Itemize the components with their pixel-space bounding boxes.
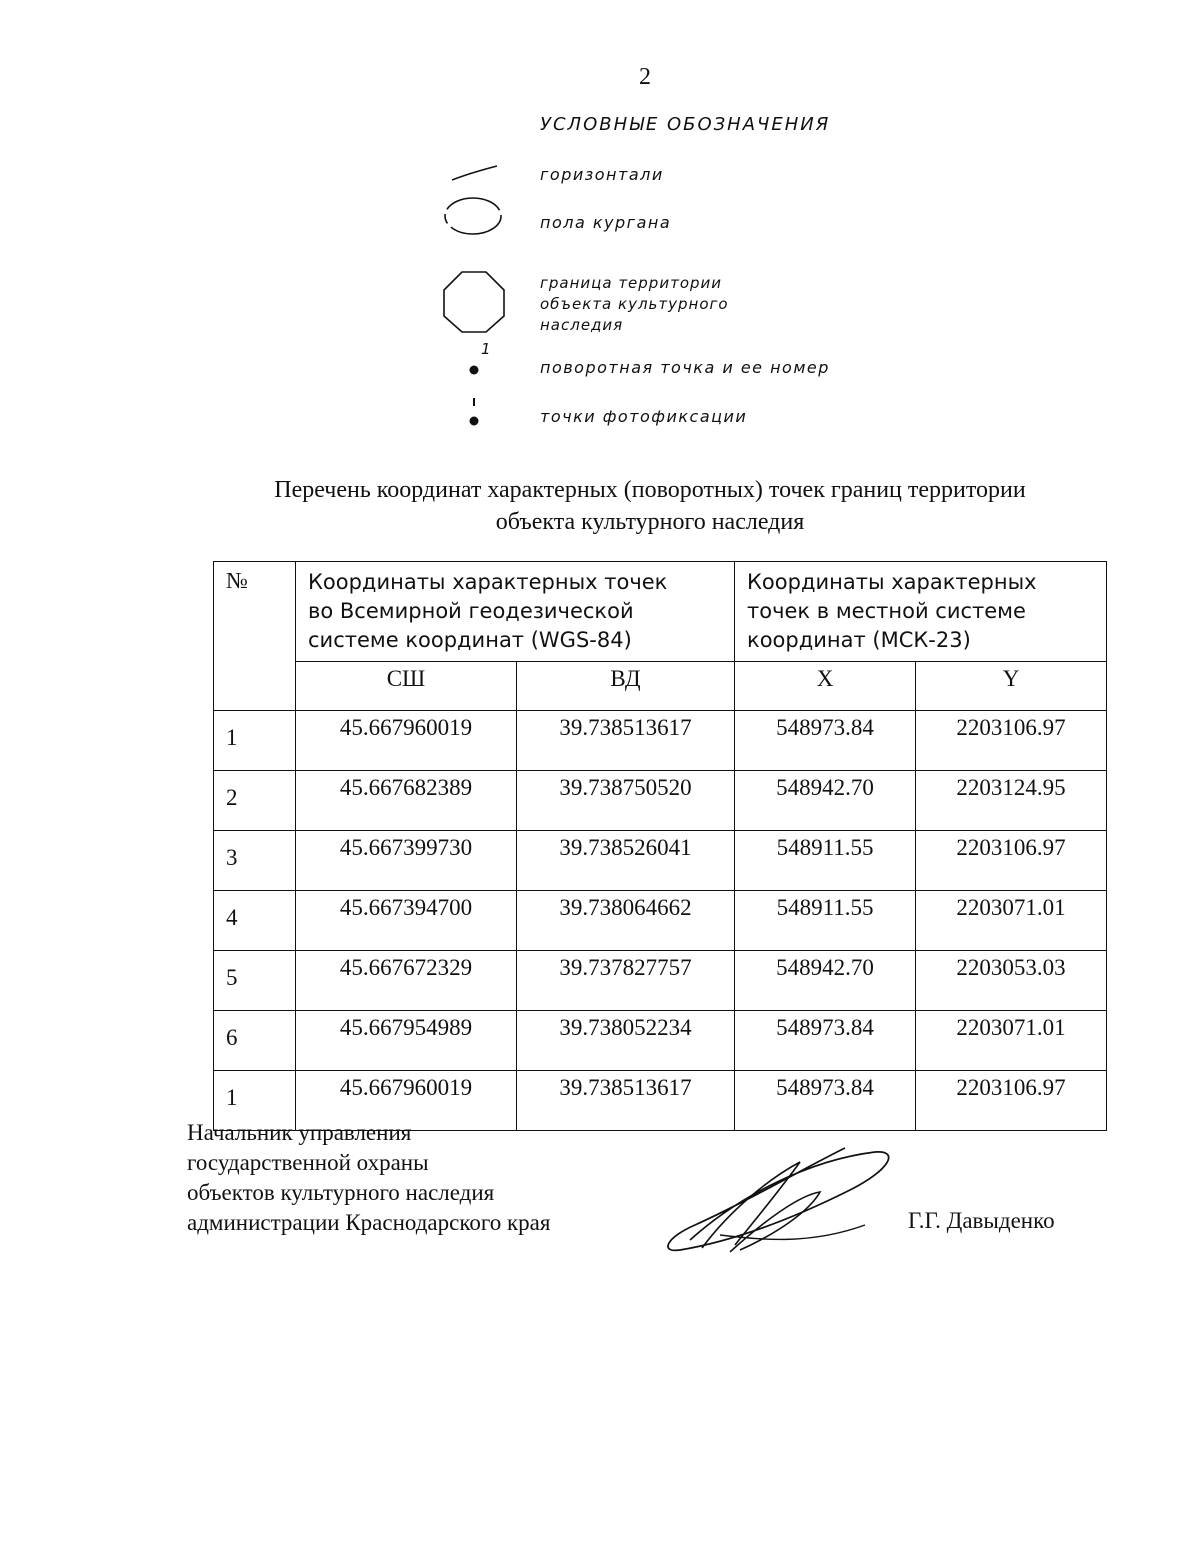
territory-boundary-hexagon-icon bbox=[440, 268, 508, 336]
x-cell: 548942.70 bbox=[735, 951, 916, 1011]
table-row bbox=[214, 771, 1107, 831]
turning-point-icon bbox=[466, 362, 482, 378]
column-header-longitude: ВД bbox=[517, 662, 735, 711]
longitude-cell: 39.738526041 bbox=[517, 831, 735, 891]
legend-label-boundary-line-2: объекта культурного bbox=[540, 295, 729, 313]
legend-label-turning-point: поворотная точка и ее номер bbox=[540, 358, 830, 377]
table-header-row bbox=[214, 562, 1107, 662]
latitude-cell: 45.667960019 bbox=[296, 1071, 517, 1131]
x-cell: 548911.55 bbox=[735, 831, 916, 891]
longitude-cell: 39.738052234 bbox=[517, 1011, 735, 1071]
table-row bbox=[214, 891, 1107, 951]
coordinates-table bbox=[213, 561, 1107, 1131]
wgs84-header-line-1: Координаты характерных точек bbox=[308, 570, 668, 594]
msk23-header-line-2: точек в местной системе bbox=[747, 599, 1026, 623]
longitude-cell: 39.738513617 bbox=[517, 711, 735, 771]
legend-label-mound-base: пола кургана bbox=[540, 213, 672, 232]
point-number-cell: 3 bbox=[214, 831, 296, 891]
latitude-cell: 45.667399730 bbox=[296, 831, 517, 891]
official-title-line-3: объектов культурного наследия bbox=[187, 1180, 495, 1205]
official-title bbox=[187, 1118, 550, 1238]
point-number-cell: 5 bbox=[214, 951, 296, 1011]
list-heading-line-1: Перечень координат характерных (поворотных) точек границ территории bbox=[274, 477, 1026, 503]
point-number-cell: 6 bbox=[214, 1011, 296, 1071]
column-header-latitude: СШ bbox=[296, 662, 517, 711]
contour-line-icon bbox=[450, 163, 500, 185]
wgs84-header-line-3: системе координат (WGS-84) bbox=[308, 628, 632, 652]
column-header-x: X bbox=[735, 662, 916, 711]
y-cell: 2203071.01 bbox=[916, 1011, 1107, 1071]
official-title-line-2: государственной охраны bbox=[187, 1150, 429, 1175]
latitude-cell: 45.667394700 bbox=[296, 891, 517, 951]
longitude-cell: 39.738750520 bbox=[517, 771, 735, 831]
legend-label-contours: горизонтали bbox=[540, 165, 664, 184]
official-title-line-1: Начальник управления bbox=[187, 1120, 412, 1145]
signer-name: Г.Г. Давыденко bbox=[908, 1208, 1055, 1233]
x-cell: 548973.84 bbox=[735, 1011, 916, 1071]
msk23-header-line-1: Координаты характерных bbox=[747, 570, 1037, 594]
mound-base-ellipse-icon bbox=[442, 195, 504, 239]
table-row bbox=[214, 831, 1107, 891]
longitude-cell: 39.737827757 bbox=[517, 951, 735, 1011]
turning-point-number: 1 bbox=[481, 340, 491, 358]
y-cell: 2203106.97 bbox=[916, 711, 1107, 771]
point-number-cell: 1 bbox=[214, 711, 296, 771]
column-header-number: № bbox=[214, 562, 296, 711]
column-header-y: Y bbox=[916, 662, 1107, 711]
y-cell: 2203071.01 bbox=[916, 891, 1107, 951]
table-row bbox=[214, 951, 1107, 1011]
latitude-cell: 45.667960019 bbox=[296, 711, 517, 771]
page-number: 2 bbox=[639, 64, 651, 90]
handwritten-signature bbox=[660, 1140, 900, 1265]
wgs84-header-line-2: во Всемирной геодезической bbox=[308, 599, 634, 623]
longitude-cell: 39.738064662 bbox=[517, 891, 735, 951]
point-number-cell: 2 bbox=[214, 771, 296, 831]
y-cell: 2203106.97 bbox=[916, 831, 1107, 891]
x-cell: 548973.84 bbox=[735, 711, 916, 771]
latitude-cell: 45.667672329 bbox=[296, 951, 517, 1011]
table-row bbox=[214, 711, 1107, 771]
column-group-msk23 bbox=[735, 562, 1107, 662]
list-heading bbox=[150, 474, 1150, 538]
legend-title: УСЛОВНЫЕ ОБОЗНАЧЕНИЯ bbox=[540, 114, 831, 135]
y-cell: 2203106.97 bbox=[916, 1071, 1107, 1131]
legend-label-boundary-line-3: наследия bbox=[540, 316, 624, 334]
x-cell: 548973.84 bbox=[735, 1071, 916, 1131]
latitude-cell: 45.667682389 bbox=[296, 771, 517, 831]
x-cell: 548942.70 bbox=[735, 771, 916, 831]
point-number-cell: 4 bbox=[214, 891, 296, 951]
legend-label-boundary-line-1: граница территории bbox=[540, 274, 723, 292]
table-row bbox=[214, 1011, 1107, 1071]
latitude-cell: 45.667954989 bbox=[296, 1011, 517, 1071]
y-cell: 2203053.03 bbox=[916, 951, 1107, 1011]
column-group-wgs84 bbox=[296, 562, 735, 662]
point-number-cell: 1 bbox=[214, 1071, 296, 1131]
legend-label-photo-fixation: точки фотофиксации bbox=[540, 407, 748, 426]
x-cell: 548911.55 bbox=[735, 891, 916, 951]
photo-fixation-point-icon bbox=[466, 396, 482, 430]
list-heading-line-2: объекта культурного наследия bbox=[495, 509, 805, 535]
y-cell: 2203124.95 bbox=[916, 771, 1107, 831]
longitude-cell: 39.738513617 bbox=[517, 1071, 735, 1131]
official-title-line-4: администрации Краснодарского края bbox=[187, 1210, 551, 1235]
table-subheader-row bbox=[214, 662, 1107, 711]
msk23-header-line-3: координат (МСК-23) bbox=[747, 628, 971, 652]
